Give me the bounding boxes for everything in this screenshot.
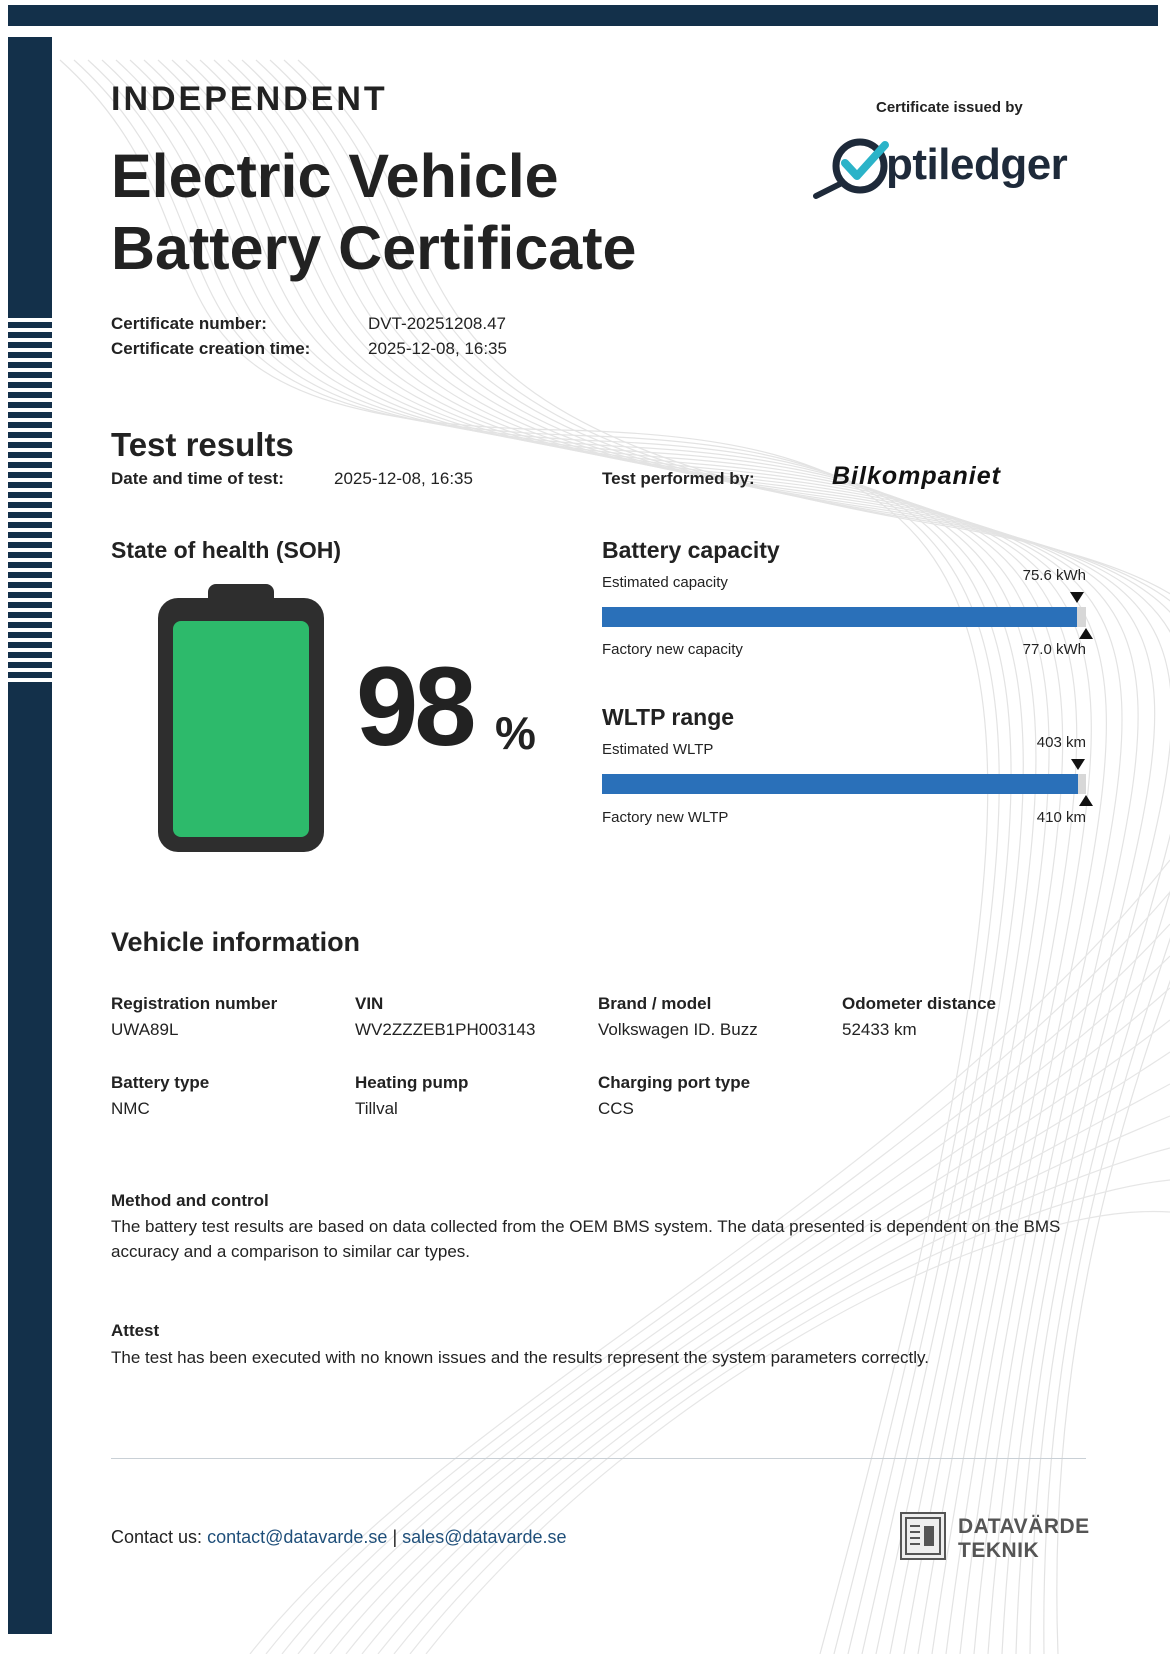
capacity-bar-track	[602, 607, 1086, 627]
estimated-capacity-value: 75.6 kWh	[1022, 567, 1086, 584]
issued-by-label: Certificate issued by	[876, 99, 1023, 116]
vehicle-field-value: CCS	[598, 1099, 634, 1118]
vehicle-field	[355, 994, 535, 1040]
wltp-heading: WLTP range	[602, 704, 735, 730]
background-wave-line	[298, 60, 1170, 1654]
vehicle-field	[598, 1073, 750, 1119]
background-wave-line	[102, 60, 1023, 1654]
background-wave-line	[60, 60, 988, 1654]
vehicle-field	[598, 994, 758, 1040]
vehicle-field	[111, 994, 277, 1040]
page-title	[111, 140, 636, 284]
background-wave-line	[130, 60, 1049, 1654]
vehicle-field-value: Volkswagen ID. Buzz	[598, 1020, 758, 1039]
soh-unit: %	[495, 707, 536, 759]
wltp-bar-fill	[602, 774, 1078, 794]
datavarde-logo-text	[958, 1515, 1090, 1563]
factory-capacity-value: 77.0 kWh	[1022, 641, 1086, 658]
vehicle-field	[842, 994, 996, 1040]
estimated-wltp-value: 403 km	[1036, 734, 1086, 751]
contact-line	[111, 1527, 567, 1548]
background-wave-line	[74, 60, 999, 1654]
attest-heading: Attest	[111, 1321, 160, 1340]
background-wave-line	[256, 60, 1170, 1654]
bilkompaniet-logo: Bilkompaniet	[832, 462, 1001, 490]
sales-email-link[interactable]: sales@datavarde.se	[402, 1527, 567, 1547]
vehicle-field	[355, 1073, 468, 1119]
vehicle-field-label: Battery type	[111, 1073, 210, 1092]
background-wave-line	[426, 1211, 1170, 1654]
contact-label: Contact us:	[111, 1527, 203, 1547]
factory-capacity-label: Factory new capacity	[602, 641, 743, 658]
vehicle-field-label: Registration number	[111, 994, 278, 1013]
test-datetime-label: Date and time of test:	[111, 469, 284, 488]
vehicle-info-heading: Vehicle information	[111, 927, 361, 957]
datavarde-logo-line-1: DATAVÄRDE	[958, 1515, 1090, 1538]
battery-charge-level	[173, 621, 309, 837]
background-wave-line	[186, 60, 1106, 1654]
factory-wltp-marker	[1079, 795, 1093, 806]
vehicle-field-value: NMC	[111, 1099, 150, 1118]
magnifier-check-icon	[812, 136, 892, 202]
vehicle-field-label: Odometer distance	[842, 994, 996, 1013]
method-heading: Method and control	[111, 1191, 269, 1210]
title-line-2: Battery Certificate	[111, 214, 637, 282]
title-line-1: Electric Vehicle	[111, 142, 559, 210]
footer-divider	[111, 1458, 1086, 1459]
background-wave-line	[172, 60, 1091, 1654]
factory-wltp-value: 410 km	[1036, 809, 1086, 826]
certificate-number-label: Certificate number:	[111, 314, 267, 333]
vehicle-field-label: Charging port type	[598, 1073, 751, 1092]
certificate-creation-value: 2025-12-08, 16:35	[368, 339, 507, 358]
estimated-wltp-marker	[1071, 759, 1085, 770]
background-wave-line	[88, 60, 1011, 1654]
battery-capacity-heading: Battery capacity	[602, 537, 780, 563]
left-border-bar	[8, 37, 52, 1634]
background-wave-line	[116, 60, 1036, 1654]
factory-wltp-label: Factory new WLTP	[602, 809, 729, 826]
vehicle-field-label: Heating pump	[355, 1073, 469, 1092]
background-wave-line	[200, 60, 1122, 1654]
certificate-eyebrow: INDEPENDENT	[111, 80, 388, 118]
soh-heading: State of health (SOH)	[111, 537, 342, 563]
certificate-number-value: DVT-20251208.47	[368, 314, 506, 333]
attest-text: The test has been executed with no known issues and the results represent the system parameters correctly.	[111, 1348, 929, 1367]
left-border-stripes	[8, 312, 52, 685]
vehicle-field-value: UWA89L	[111, 1020, 179, 1039]
vehicle-field-value: 52433 km	[842, 1020, 917, 1039]
datavarde-logo-line-2: TEKNIK	[958, 1539, 1040, 1562]
vehicle-field-label: Brand / model	[598, 994, 712, 1013]
estimated-wltp-label: Estimated WLTP	[602, 741, 714, 758]
method-text: The battery test results are based on data collected from the OEM BMS system. The data presented is dependent on the BMS accuracy and a comparison to similar car types.	[111, 1217, 1061, 1261]
estimated-capacity-label: Estimated capacity	[602, 574, 728, 591]
test-results-heading: Test results	[111, 426, 294, 463]
soh-value: 98	[356, 644, 473, 769]
vehicle-field	[111, 1073, 209, 1119]
vehicle-field-value: WV2ZZZEB1PH003143	[355, 1020, 536, 1039]
background-wave-line	[228, 60, 1155, 1654]
background-wave-line	[158, 60, 1077, 1654]
optiledger-logo-text: ptiledger	[886, 140, 1068, 189]
background-wave-line	[284, 60, 1170, 1654]
contact-email-link[interactable]: contact@datavarde.se	[207, 1527, 388, 1547]
datavarde-logo-icon	[900, 1512, 946, 1560]
wltp-bar-track	[602, 774, 1086, 794]
contact-separator: |	[392, 1527, 398, 1547]
top-border-bar	[8, 5, 1158, 26]
capacity-bar-fill	[602, 607, 1077, 627]
factory-capacity-marker	[1079, 628, 1093, 639]
vehicle-field-value: Tillval	[355, 1099, 398, 1118]
estimated-capacity-marker	[1070, 592, 1084, 603]
certificate-creation-label: Certificate creation time:	[111, 339, 311, 358]
test-performed-by-label: Test performed by:	[602, 469, 755, 488]
test-datetime-value: 2025-12-08, 16:35	[334, 469, 473, 488]
background-wave-line	[214, 60, 1138, 1654]
vehicle-field-label: VIN	[355, 994, 384, 1013]
